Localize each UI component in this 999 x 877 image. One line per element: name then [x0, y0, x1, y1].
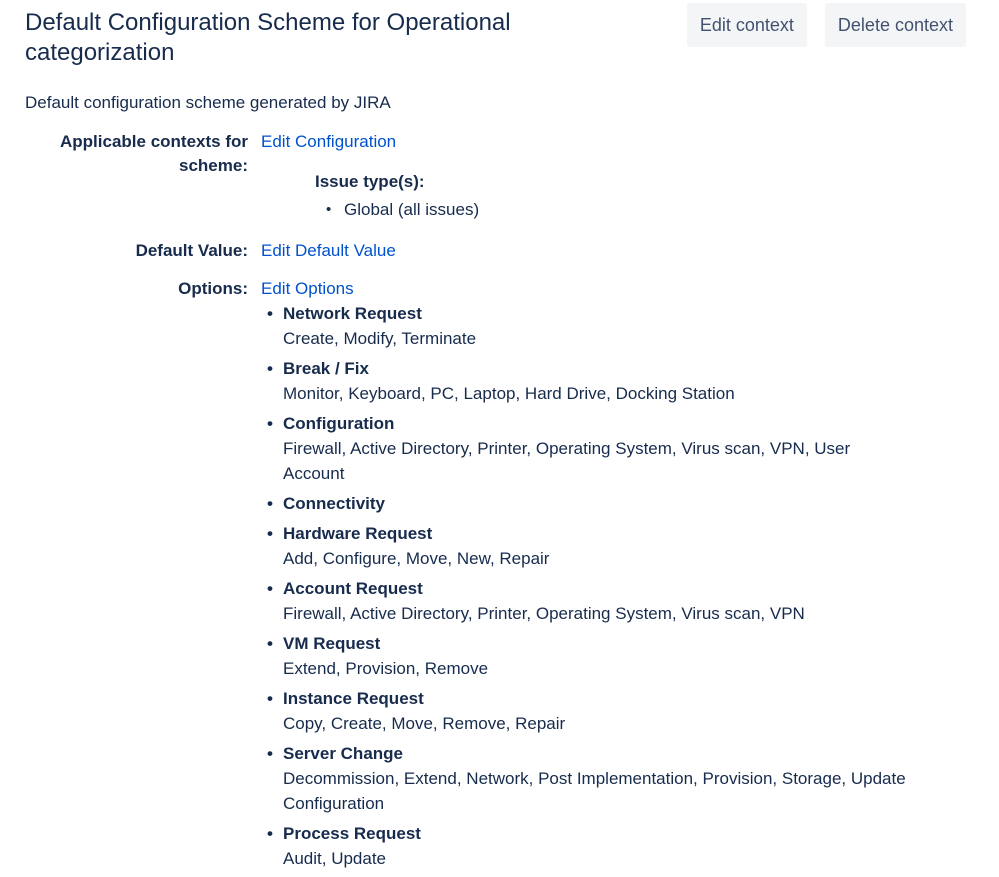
option-item — [261, 577, 911, 626]
edit-default-value-link[interactable]: Edit Default Value — [261, 241, 396, 260]
option-item — [261, 302, 911, 351]
option-values: Monitor, Keyboard, PC, Laptop, Hard Drive, Docking Station — [283, 384, 735, 403]
option-name: • Configuration — [283, 414, 395, 433]
issue-types-list — [315, 198, 479, 222]
options-label: Options: — [178, 279, 248, 298]
option-name: • VM Request — [283, 634, 381, 653]
default-value-label: Default Value: — [135, 241, 248, 260]
option-name: • Hardware Request — [283, 524, 433, 543]
option-item — [261, 822, 911, 871]
option-name: • Account Request — [283, 579, 423, 598]
option-item — [261, 632, 911, 681]
applicable-contexts-label: Applicable contexts for scheme: — [60, 132, 248, 175]
issue-type-item: • Global (all issues) — [315, 198, 479, 222]
option-name: • Connectivity — [283, 494, 386, 513]
edit-context-button[interactable]: Edit context — [687, 3, 807, 47]
option-name: • Server Change — [283, 744, 403, 763]
option-values: Extend, Provision, Remove — [283, 659, 489, 678]
option-values: Decommission, Extend, Network, Post Implementation, Provision, Storage, Update Configuration — [283, 769, 906, 813]
option-values: Audit, Update — [283, 849, 387, 868]
issue-types-section — [315, 170, 479, 222]
option-values: Create, Modify, Terminate — [283, 329, 477, 348]
option-values: Copy, Create, Move, Remove, Repair — [283, 714, 566, 733]
option-item — [261, 687, 911, 736]
option-name: • Break / Fix — [283, 359, 369, 378]
option-name: • Instance Request — [283, 689, 424, 708]
page-title: Default Configuration Scheme for Operational categorization — [25, 9, 511, 66]
option-item — [261, 412, 911, 486]
option-values: Firewall, Active Directory, Printer, Operating System, Virus scan, VPN, User Account — [283, 439, 851, 483]
option-values: Add, Configure, Move, New, Repair — [283, 549, 550, 568]
issue-types-title: Issue type(s): — [315, 172, 425, 191]
options-list — [261, 302, 911, 877]
page-header — [25, 8, 970, 72]
edit-configuration-link[interactable]: Edit Configuration — [261, 132, 397, 151]
edit-options-link[interactable]: Edit Options — [261, 279, 354, 298]
option-item — [261, 522, 911, 571]
option-name: • Network Request — [283, 304, 422, 323]
option-item — [261, 357, 911, 406]
option-item — [261, 742, 911, 816]
delete-context-button[interactable]: Delete context — [825, 3, 966, 47]
header-actions — [687, 3, 966, 47]
option-name: • Process Request — [283, 824, 421, 843]
option-item — [261, 492, 911, 516]
scheme-description: Default configuration scheme generated by JIRA — [25, 93, 391, 112]
option-values: Firewall, Active Directory, Printer, Operating System, Virus scan, VPN — [283, 604, 805, 623]
